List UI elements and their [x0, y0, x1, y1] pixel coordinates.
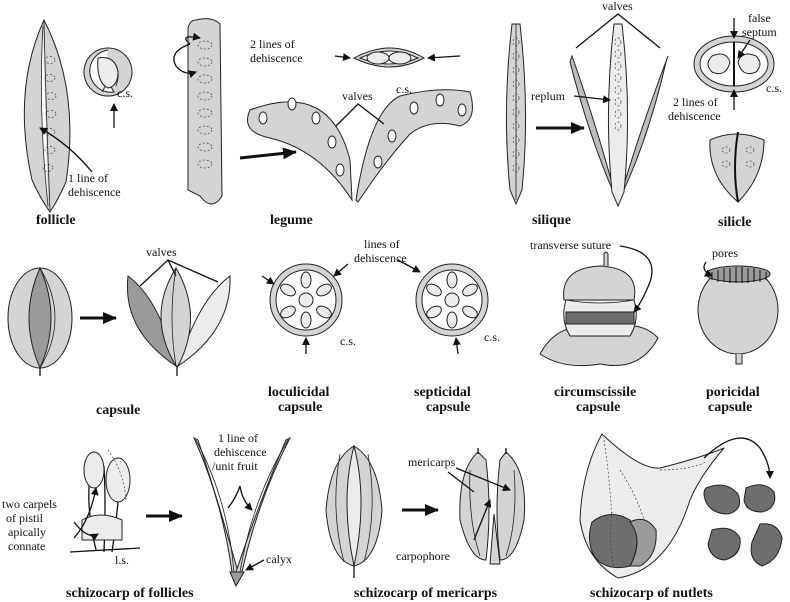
silique-replum-label: replum: [531, 89, 565, 103]
legume-valves-label: valves: [342, 89, 373, 103]
follicle-dehiscence-label-1: 1 line of: [68, 171, 108, 185]
schizocarp-ls-label: l.s.: [115, 553, 130, 567]
septicidal-lines-label-2: dehiscence: [354, 251, 407, 265]
unit-dehiscence-label-1: 1 line of: [218, 431, 258, 445]
title-poricidal-1: poricidal: [706, 385, 760, 400]
legume-dehiscence-label-2: dehiscence: [250, 51, 303, 65]
unit-dehiscence-label-2: dehiscence: [214, 445, 267, 459]
capsule-open: [127, 260, 230, 376]
silicle-dehiscence-label-1: 2 lines of: [673, 95, 718, 109]
nutlets: [704, 485, 782, 566]
title-capsule: capsule: [96, 403, 141, 418]
poricidal-capsule-figure: [698, 262, 778, 364]
legume-open-valves: [240, 90, 472, 202]
silicle-false-label-1: false: [748, 11, 771, 25]
carpophore-label: carpophore: [396, 549, 450, 563]
capsule-valves-label: valves: [146, 245, 177, 259]
schizocarp-mericarps-open: [448, 448, 525, 564]
silique-closed: [506, 24, 584, 204]
title-septicidal-1: septicidal: [414, 385, 471, 400]
poricidal-pores-label: pores: [712, 246, 738, 260]
septicidal-lines-label-1: lines of: [364, 237, 400, 251]
title-schizocarp-mericarps: schizocarp of mericarps: [354, 586, 498, 601]
silicle-cs-label: c.s.: [766, 81, 782, 95]
silique-valves-label: valves: [602, 0, 633, 13]
legume-pod: [174, 19, 222, 204]
two-carpels-label-3: apically: [8, 525, 46, 539]
mericarps-label: mericarps: [408, 455, 456, 469]
schizocarp-nutlets-fruit: [580, 434, 770, 578]
capsule-closed: [8, 268, 116, 376]
title-follicle: follicle: [36, 213, 76, 228]
two-carpels-label-4: connate: [8, 539, 46, 553]
title-schizocarp-follicles: schizocarp of follicles: [66, 586, 194, 601]
circumscissile-capsule-figure: [540, 246, 658, 366]
title-circumscissile-1: circumscissile: [554, 385, 637, 400]
legume-cs-label: c.s.: [396, 82, 412, 96]
follicle-cs-label: c.s.: [117, 86, 133, 100]
title-circumscissile-2: capsule: [576, 400, 621, 415]
silicle-false-label-2: septum: [742, 25, 777, 39]
title-silicle: silicle: [718, 215, 752, 230]
transverse-suture-label: transverse suture: [530, 238, 611, 252]
two-carpels-label-1: two carpels: [2, 497, 57, 511]
title-schizocarp-nutlets: schizocarp of nutlets: [590, 586, 713, 601]
loculicidal-cs-label: c.s.: [340, 334, 356, 348]
title-legume: legume: [270, 213, 313, 228]
title-silique: silique: [532, 213, 571, 228]
septicidal-cross-section: [398, 260, 488, 354]
loculicidal-cross-section: [262, 264, 348, 354]
schizocarp-follicles-pistil: [70, 450, 140, 552]
follicle-dehiscence-label-2: dehiscence: [68, 185, 121, 199]
legume-cross-section: [335, 48, 460, 67]
title-poricidal-2: capsule: [708, 400, 753, 415]
silique-open: [570, 14, 668, 206]
silicle-fruit: [710, 132, 764, 202]
title-loculicidal-2: capsule: [278, 400, 323, 415]
title-loculicidal-1: loculicidal: [268, 385, 330, 400]
unit-dehiscence-label-3: /unit fruit: [212, 459, 258, 473]
legume-dehiscence-label-1: 2 lines of: [250, 37, 295, 51]
silicle-dehiscence-label-2: dehiscence: [668, 109, 721, 123]
calyx-label: calyx: [266, 552, 292, 566]
two-carpels-label-2: of pistil: [6, 511, 44, 525]
septicidal-cs-label: c.s.: [484, 330, 500, 344]
title-septicidal-2: capsule: [426, 400, 471, 415]
